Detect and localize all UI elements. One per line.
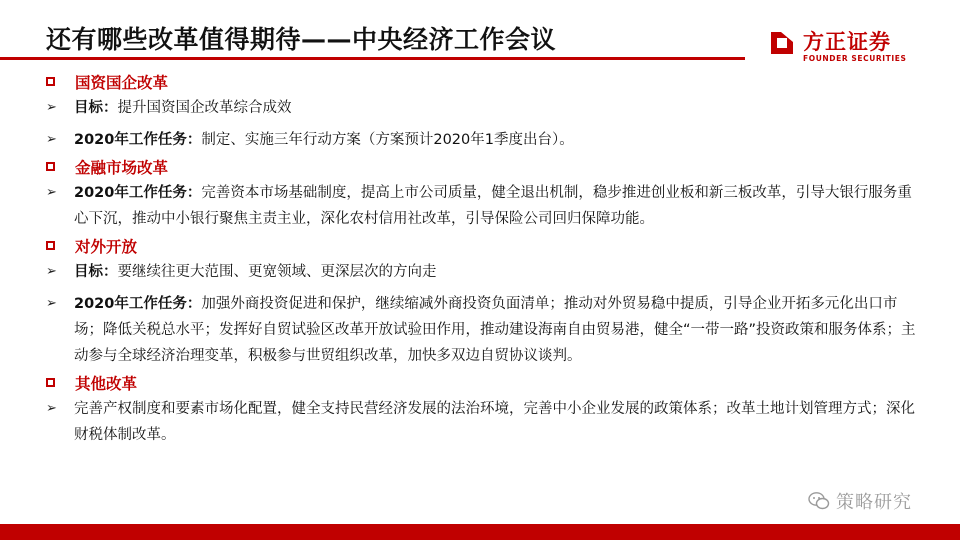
item-label: 目标：	[74, 100, 118, 116]
arrow-bullet-icon: ➢	[46, 185, 57, 200]
wechat-icon	[808, 491, 830, 511]
list-item	[46, 259, 926, 285]
section-heading	[46, 232, 926, 259]
section-heading	[46, 68, 926, 95]
item-text: 加强外商投资促进和保护，继续缩减外商投资负面清单；推动对外贸易稳中提质，引导企业开拓多元化出口市场；降低关税总水平；发挥好自贸试验区改革开放试验田作用，推动建设海南自由贸易港，健全“一带一路”投资政策和服务体系；主动参与全球经济治理变革，积极参与世贸组织改革，加快多双边自贸协议谈判。	[74, 296, 916, 364]
arrow-bullet-icon: ➢	[46, 264, 57, 279]
hollow-square-icon	[46, 77, 55, 86]
section-heading	[46, 153, 926, 180]
list-item	[46, 396, 926, 448]
item-text: 完善资本市场基础制度，提高上市公司质量，健全退出机制，稳步推进创业板和新三板改革，引导大银行服务重心下沉，推动中小银行聚焦主责主业，深化农村信用社改革，引导保险公司回归保障功能。	[74, 185, 912, 227]
section-heading	[46, 369, 926, 396]
section-title: 金融市场改革	[75, 158, 169, 177]
wechat-watermark	[808, 488, 912, 514]
hollow-square-icon	[46, 162, 55, 171]
section-title: 对外开放	[75, 237, 138, 256]
footer-bar	[0, 524, 960, 540]
list-item	[46, 291, 926, 369]
section-title: 其他改革	[75, 374, 138, 393]
hollow-square-icon	[46, 378, 55, 387]
arrow-bullet-icon: ➢	[46, 401, 57, 416]
item-text: 制定、实施三年行动方案（方案预计2020年1季度出台）。	[201, 132, 574, 148]
title-divider	[0, 57, 745, 60]
logo-name-en: FOUNDER SECURITIES	[803, 54, 907, 63]
list-item	[46, 127, 926, 153]
watermark-text: 策略研究	[836, 492, 912, 513]
hollow-square-icon	[46, 241, 55, 250]
arrow-bullet-icon: ➢	[46, 100, 57, 115]
slide-title: 还有哪些改革值得期待——中央经济工作会议	[46, 25, 557, 54]
item-text: 完善产权制度和要素市场化配置，健全支持民营经济发展的法治环境，完善中小企业发展的政策体系；改革土地计划管理方式；深化财税体制改革。	[74, 401, 915, 443]
founder-logo-icon	[767, 28, 797, 58]
logo-name-cn: 方正证券	[803, 30, 891, 54]
arrow-bullet-icon: ➢	[46, 296, 57, 311]
item-label: 2020年工作任务：	[74, 185, 202, 201]
list-item	[46, 95, 926, 121]
list-item	[46, 180, 926, 232]
item-label: 2020年工作任务：	[74, 132, 202, 148]
item-label: 目标：	[74, 264, 118, 280]
slide-content	[46, 68, 926, 448]
item-text: 提升国资国企改革综合成效	[117, 100, 292, 116]
founder-logo	[767, 26, 937, 66]
arrow-bullet-icon: ➢	[46, 132, 57, 147]
section-title: 国资国企改革	[75, 73, 169, 92]
item-label: 2020年工作任务：	[74, 296, 202, 312]
item-text: 要继续往更大范围、更宽领域、更深层次的方向走	[117, 264, 437, 280]
